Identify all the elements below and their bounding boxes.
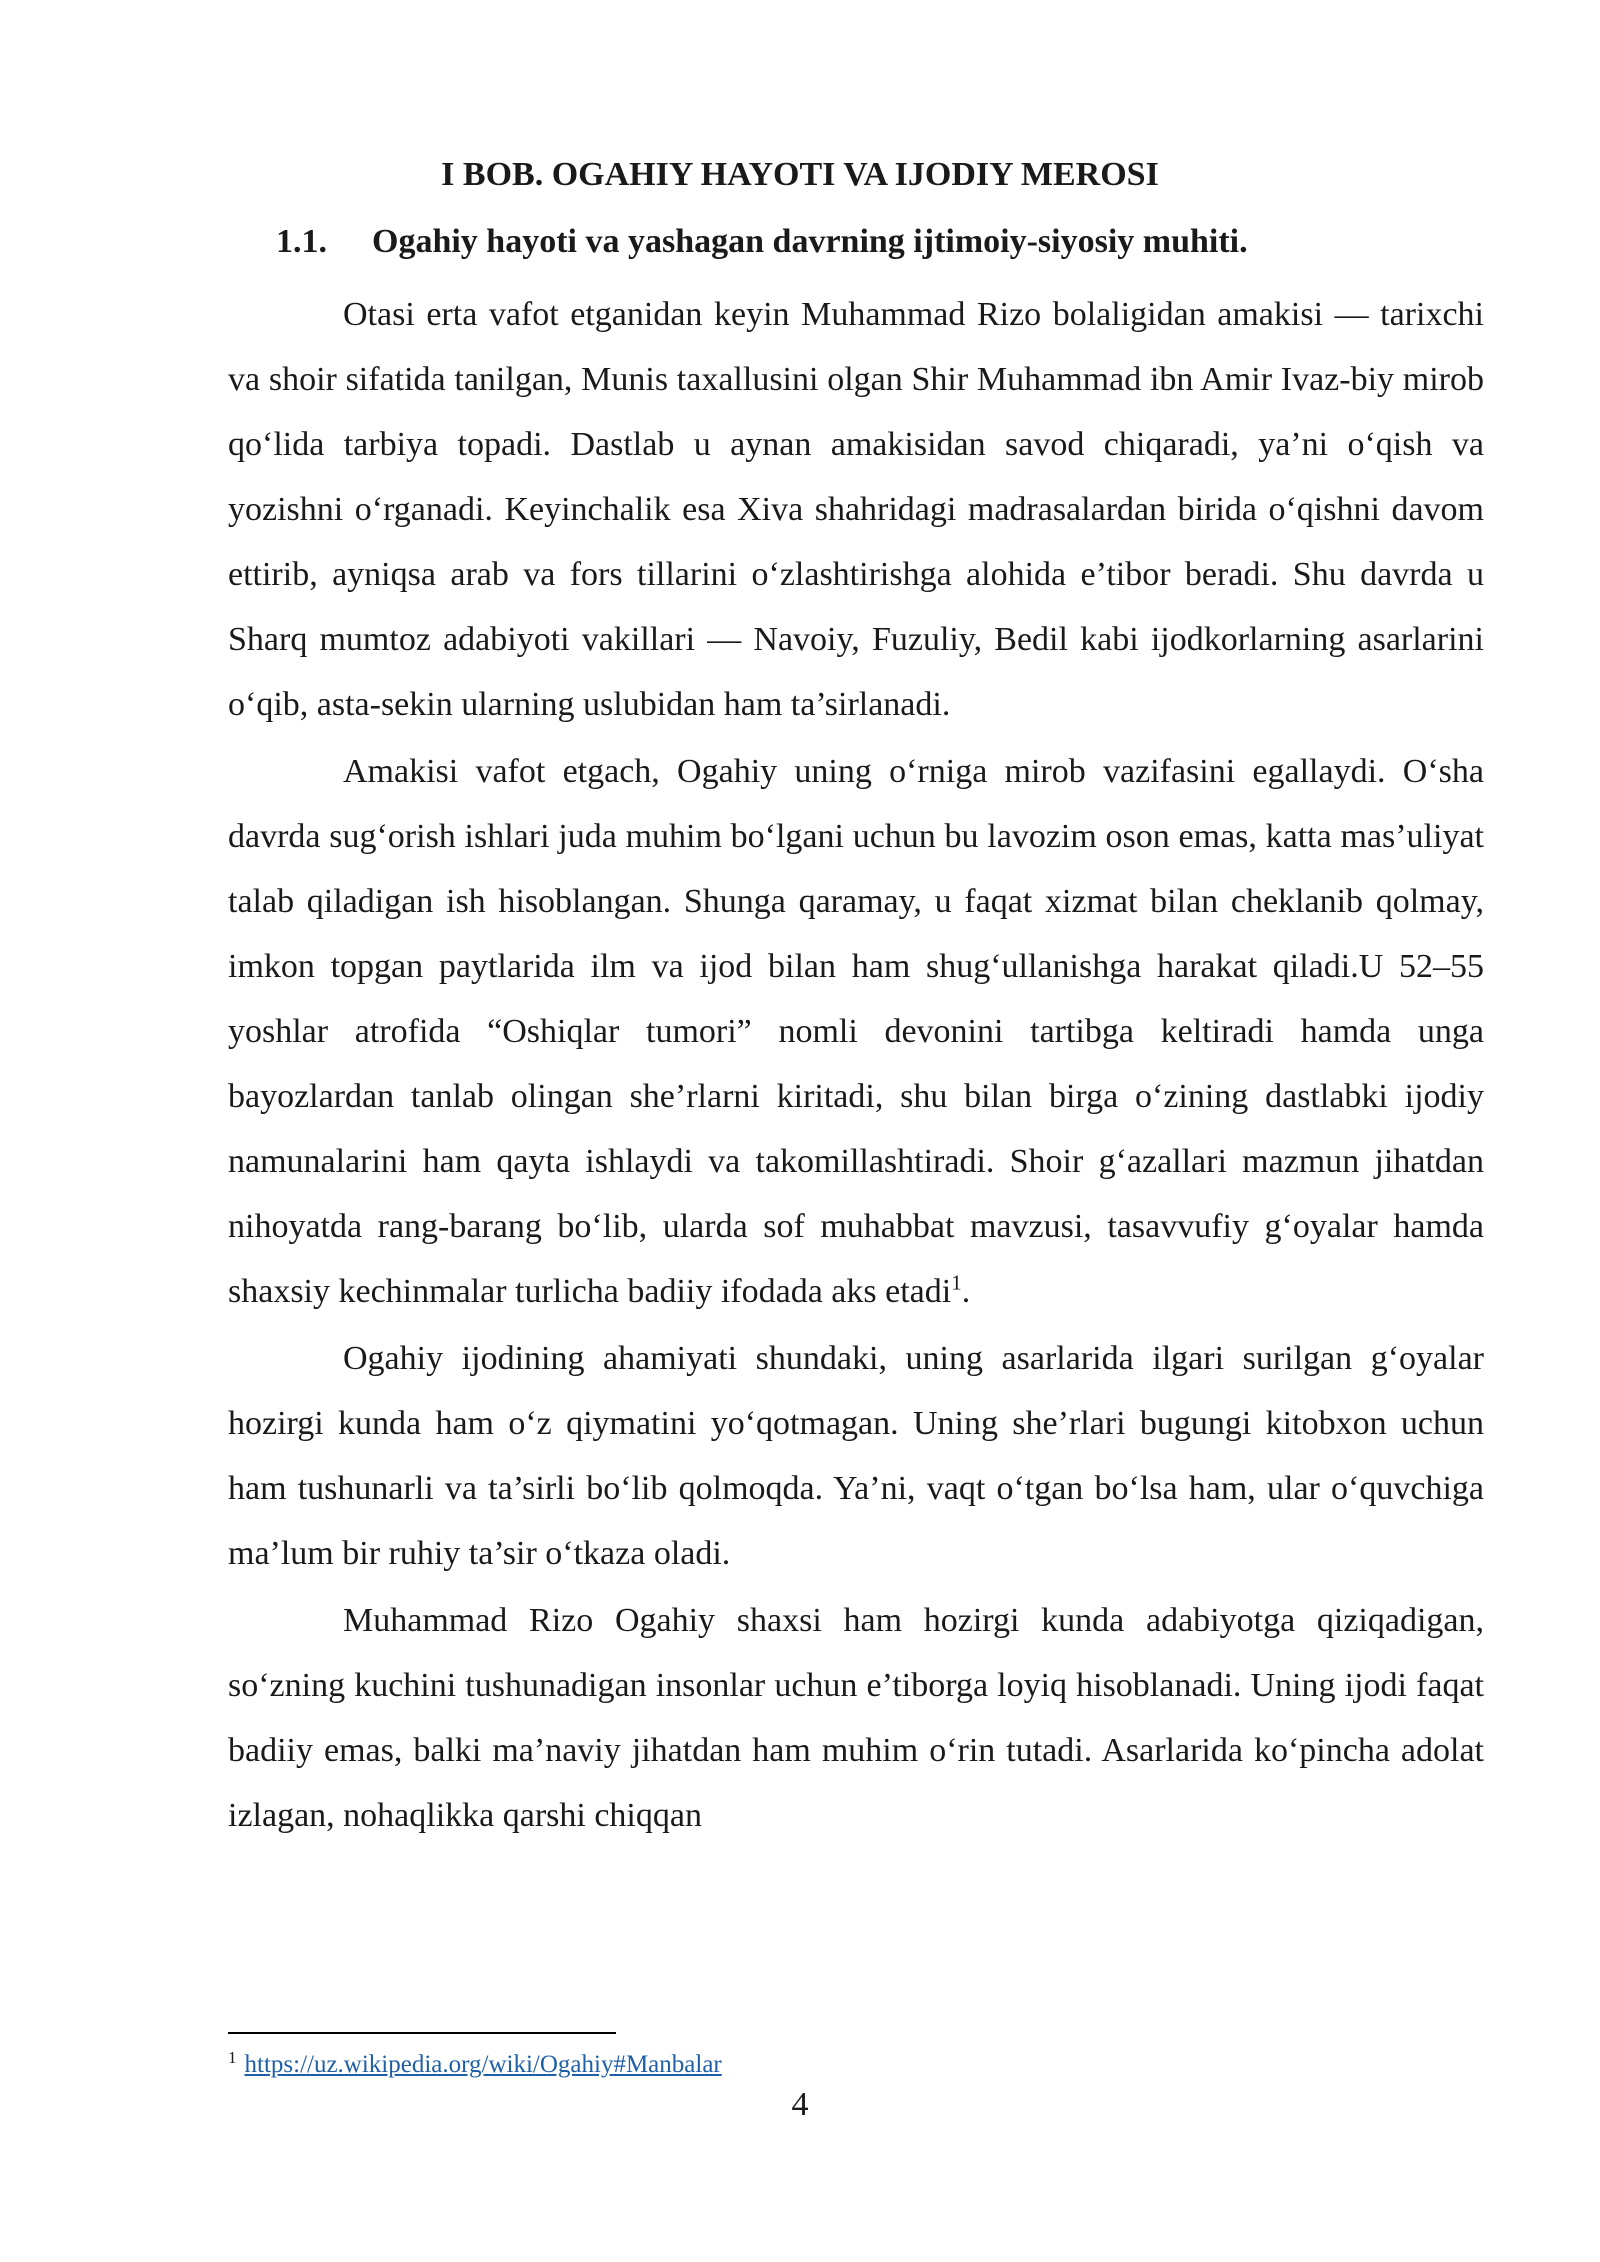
- page-number: 4: [791, 2086, 809, 2123]
- footnote-reference[interactable]: 1: [951, 1270, 962, 1295]
- paragraph-4: Muhammad Rizo Ogahiy shaxsi ham hozirgi kunda adabiyotga qiziqadigan, so‘zning kuchini tushunadigan insonlar uchun e’tiborga loyiq hisoblanadi. Uning ijodi faqat badiiy emas, balki ma’naviy jihatdan ham muhim o‘rin tutadi. Asarlarida ko‘pincha adolat izlagan, nohaqlikka qarshi chiqqan: [228, 1602, 1484, 1834]
- footnote-separator: [228, 2032, 616, 2034]
- chapter-title: I BOB. OGAHIY HAYOTI VA IJODIY MEROSI: [441, 156, 1159, 193]
- section-title: Ogahiy hayoti va yashagan davrning ijtimoiy-siyosiy muhiti.: [372, 223, 1248, 260]
- paragraph-2-end: .: [961, 1273, 971, 1310]
- footnote-number: 1: [228, 2047, 237, 2067]
- section-heading: [276, 219, 1248, 265]
- paragraph-3: Ogahiy ijodining ahamiyati shundaki, uning asarlarida ilgari surilgan g‘oyalar hozirgi kunda ham o‘z qiymatini yo‘qotmagan. Uning she’rlari bugungi kitobxon uchun ham tushunarli va ta’sirli bo‘lib qolmoqda. Ya’ni, vaqt o‘tgan bo‘lsa ham, ular o‘quvchiga ma’lum bir ruhiy ta’sir o‘tkaza oladi.: [228, 1340, 1484, 1572]
- footnote: [228, 2048, 722, 2082]
- paragraph-1: Otasi erta vafot etganidan keyin Muhammad Rizo bolaligidan amakisi — tarixchi va shoir sifatida tanilgan, Munis taxallusini olgan Shir Muhammad ibn Amir Ivaz-biy mirob qo‘lida tarbiya topadi. Dastlab u aynan amakisidan savod chiqaradi, ya’ni o‘qish va yozishni o‘rganadi. Keyinchalik esa Xiva shahridagi madrasalardan birida o‘qishni davom ettirib, ayniqsa arab va fors tillarini o‘zlashtirishga alohida e’tibor beradi. Shu davrda u Sharq mumtoz adabiyoti vakillari — Navoiy, Fuzuliy, Bedil kabi ijodkorlarning asarlarini o‘qib, asta-sekin ularning uslubidan ham ta’sirlanadi.: [228, 296, 1484, 723]
- body-text: [228, 282, 1484, 1850]
- paragraph-2-text: Amakisi vafot etgach, Ogahiy uning o‘rniga mirob vazifasini egallaydi. O‘sha davrda sug‘orish ishlari juda muhim bo‘lgani uchun bu lavozim oson emas, katta mas’uliyat talab qiladigan ish hisoblangan. Shunga qaramay, u faqat xizmat bilan cheklanib qolmay, imkon topgan paytlarida ilm va ijod bilan ham shug‘ullanishga harakat qiladi.U 52–55 yoshlar atrofida “Oshiqlar tumori” nomli devonini tartibga keltiradi hamda unga bayozlardan tanlab olingan she’rlarni kiritadi, shu bilan birga o‘zining dastlabki ijodiy namunalarini ham qayta ishlaydi va takomillashtiradi. Shoir g‘azallari mazmun jihatdan nihoyatda rang-barang bo‘lib, ularda sof muhabbat mavzusi, tasavvufiy g‘oyalar hamda shaxsiy kechinmalar turlicha badiiy ifodada aks etadi: [228, 753, 1484, 1310]
- section-number: 1.1.: [276, 223, 327, 260]
- paragraph-2: [228, 739, 1484, 1324]
- footnote-link[interactable]: https://uz.wikipedia.org/wiki/Ogahiy#Manbalar: [244, 2051, 722, 2078]
